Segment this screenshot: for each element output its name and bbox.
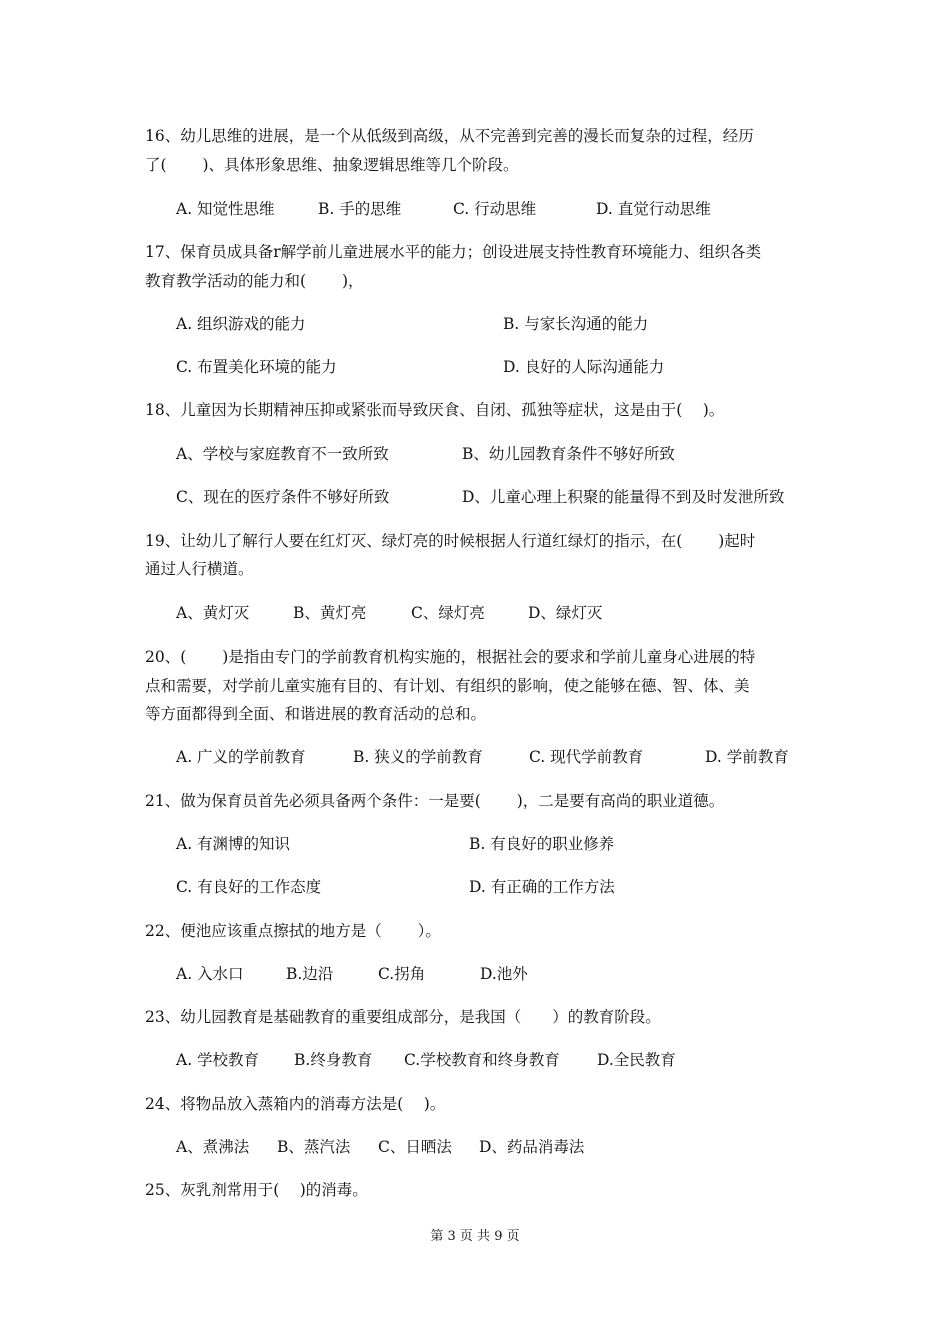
question-17-option-c: C. 布置美化环境的能力 xyxy=(176,358,337,376)
question-16-option-c: C. 行动思维 xyxy=(453,200,537,218)
question-17-option-a: A. 组织游戏的能力 xyxy=(176,315,306,333)
question-20-line-1: 20、( )是指由专门的学前教育机构实施的，根据社会的要求和学前儿童身心进展的特 xyxy=(145,648,756,666)
question-22-option-c: C.拐角 xyxy=(378,965,426,983)
question-17-option-b: B. 与家长沟通的能力 xyxy=(503,315,649,333)
question-22-option-b: B.边沿 xyxy=(286,965,334,983)
question-17-line-1: 17、保育员成具备r解学前儿童进展水平的能力；创设进展支持性教育环境能力、组织各类 xyxy=(145,243,762,261)
question-22-option-d: D.池外 xyxy=(480,965,528,983)
question-19-option-c: C、绿灯亮 xyxy=(411,604,485,622)
question-19-option-b: B、黄灯亮 xyxy=(293,604,367,622)
question-22-option-a: A. 入水口 xyxy=(176,965,244,983)
question-23-line-1: 23、幼儿园教育是基础教育的重要组成部分，是我国（ ）的教育阶段。 xyxy=(145,1008,661,1026)
question-25-line-1: 25、灰乳剂常用于( )的消毒。 xyxy=(145,1181,368,1199)
question-20-option-c: C. 现代学前教育 xyxy=(529,748,644,766)
question-16-option-b: B. 手的思维 xyxy=(318,200,402,218)
question-19-line-1: 19、让幼儿了解行人要在红灯灭、绿灯亮的时候根据人行道红绿灯的指示，在( )起时 xyxy=(145,532,756,550)
question-24-option-c: C、日晒法 xyxy=(378,1138,452,1156)
page-footer: 第 3 页 共 9 页 xyxy=(430,1229,520,1244)
question-16-line-1: 16、幼儿思维的进展，是一个从低级到高级，从不完善到完善的漫长而复杂的过程，经历 xyxy=(145,127,754,145)
question-21-option-d: D. 有正确的工作方法 xyxy=(469,878,615,896)
question-24-option-b: B、蒸汽法 xyxy=(277,1138,351,1156)
question-21-option-b: B. 有良好的职业修养 xyxy=(469,835,615,853)
question-16-option-a: A. 知觉性思维 xyxy=(176,200,275,218)
question-17-line-2: 教育教学活动的能力和( )， xyxy=(145,272,364,290)
question-23-option-c: C.学校教育和终身教育 xyxy=(404,1051,560,1069)
question-18-option-d: D、儿童心理上积聚的能量得不到及时发泄所致 xyxy=(462,488,785,506)
question-20-option-a: A. 广义的学前教育 xyxy=(176,748,306,766)
question-19-option-a: A、黄灯灭 xyxy=(176,604,250,622)
question-23-option-a: A. 学校教育 xyxy=(176,1051,260,1069)
question-17-option-d: D. 良好的人际沟通能力 xyxy=(503,358,665,376)
question-21-option-a: A. 有渊博的知识 xyxy=(176,835,291,853)
question-20-line-3: 等方面都得到全面、和谐进展的教育活动的总和。 xyxy=(145,705,487,723)
question-21-line-1: 21、做为保育员首先必须具备两个条件：一是要( )，二是要有高尚的职业道德。 xyxy=(145,792,725,810)
question-23-option-d: D.全民教育 xyxy=(597,1051,676,1069)
question-19-option-d: D、绿灯灭 xyxy=(528,604,603,622)
question-18-option-a: A、学校与家庭教育不一致所致 xyxy=(176,445,389,463)
question-23-option-b: B.终身教育 xyxy=(294,1051,373,1069)
question-19-line-2: 通过人行横道。 xyxy=(145,560,254,578)
question-20-line-2: 点和需要，对学前儿童实施有目的、有计划、有组织的影响，使之能够在德、智、体、美 xyxy=(145,677,750,695)
question-24-option-a: A、煮沸法 xyxy=(176,1138,250,1156)
question-20-option-d: D. 学前教育 xyxy=(705,748,789,766)
question-20-option-b: B. 狭义的学前教育 xyxy=(353,748,483,766)
question-16-line-2: 了( )、具体形象思维、抽象逻辑思维等几个阶段。 xyxy=(145,156,519,174)
question-24-line-1: 24、将物品放入蒸箱内的消毒方法是( )。 xyxy=(145,1095,446,1113)
question-18-option-b: B、幼儿园教育条件不够好所致 xyxy=(462,445,675,463)
question-24-option-d: D、药品消毒法 xyxy=(479,1138,585,1156)
question-21-option-c: C. 有良好的工作态度 xyxy=(176,878,322,896)
question-22-line-1: 22、便池应该重点擦拭的地方是（ ）。 xyxy=(145,922,441,940)
question-16-option-d: D. 直觉行动思维 xyxy=(596,200,711,218)
question-18-option-c: C、现在的医疗条件不够好所致 xyxy=(176,488,390,506)
question-18-line-1: 18、儿童因为长期精神压抑或紧张而导致厌食、自闭、孤独等症状，这是由于( )。 xyxy=(145,401,725,419)
